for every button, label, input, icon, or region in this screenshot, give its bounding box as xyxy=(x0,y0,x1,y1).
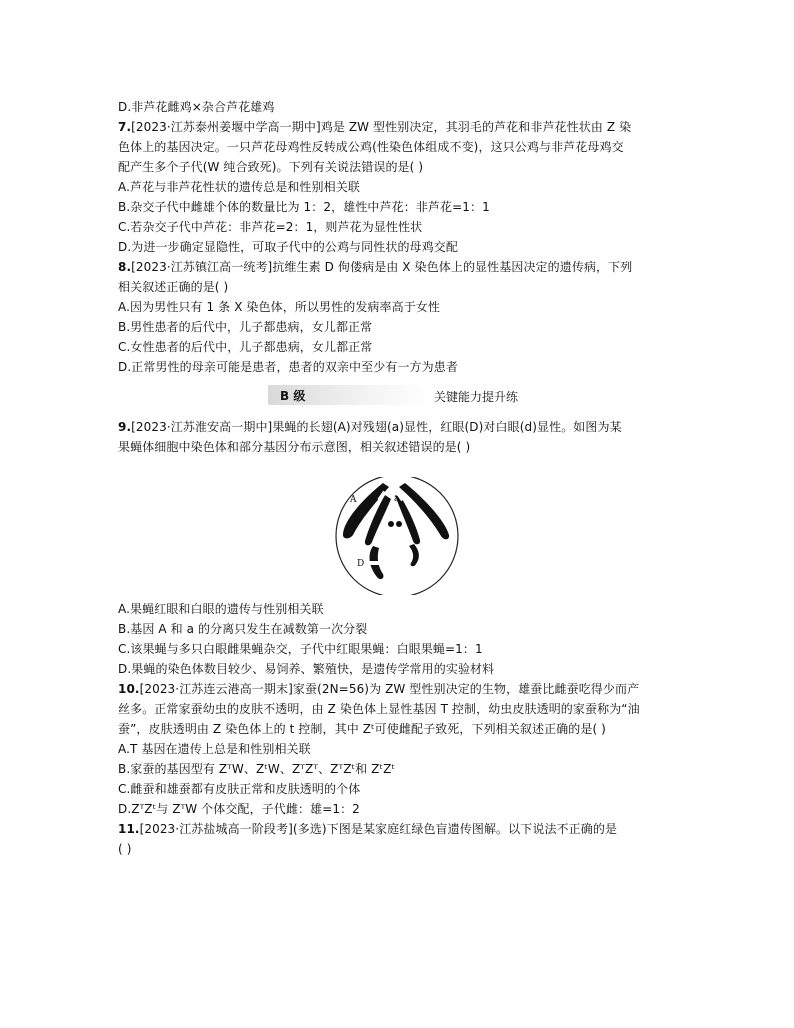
q7-option-c: C.若杂交子代中芦花：非芦花=2：1，则芦花为显性性状 xyxy=(118,220,423,234)
q10-stem-line1 xyxy=(118,681,639,697)
q9-option-a: A.果蝇红眼和白眼的遗传与性别相关联 xyxy=(118,602,324,616)
q7-option-b: B.杂交子代中雌雄个体的数量比为 1：2，雄性中芦花：非芦花=1：1 xyxy=(118,200,490,214)
q7-option-a: A.芦花与非芦花性状的遗传总是和性别相关联 xyxy=(118,180,360,194)
q9-stem-line1 xyxy=(118,419,622,435)
q7-stem-line2: 色体上的基因决定。一只芦花母鸡性反转成公鸡(性染色体组成不变)，这只公鸡与非芦花母鸡交 xyxy=(118,140,624,154)
q10-stem-line3: 蚕”，皮肤透明由 Z 染色体上的 t 控制，其中 Zᵗ可使雌配子致死，下列相关叙述正确的是( ) xyxy=(118,722,606,736)
q9-option-b: B.基因 A 和 a 的分离只发生在减数第一次分裂 xyxy=(118,622,368,636)
section-banner xyxy=(268,385,430,405)
q7-option-d: D.为进一步确定显隐性，可取子代中的公鸡与同性状的母鸡交配 xyxy=(118,240,458,254)
q10-option-a: A.T 基因在遗传上总是和性别相关联 xyxy=(118,742,311,756)
q9-number: 9. xyxy=(118,420,132,434)
q7-number: 7. xyxy=(118,120,132,134)
q8-option-b: B.男性患者的后代中，儿子都患病，女儿都正常 xyxy=(118,320,373,334)
q11-stem-line1 xyxy=(118,821,617,837)
q10-option-d: D.ZᵀZᵗ与 ZᵀW 个体交配，子代雌：雄=1：2 xyxy=(118,802,360,816)
q8-option-d: D.正常男性的母亲可能是患者，患者的双亲中至少有一方为患者 xyxy=(118,360,458,374)
q9-stem-line2: 果蝇体细胞中染色体和部分基因分布示意图，相关叙述错误的是( ) xyxy=(118,440,471,454)
label-d: D xyxy=(357,559,365,569)
section-title: 关键能力提升练 xyxy=(434,390,519,404)
section-level-label: B 级 xyxy=(280,389,306,403)
q7-stem-text1: [2023·江苏泰州姜堰中学高一期中]鸡是 ZW 型性别决定，其羽毛的芦花和非芦花性状由 Z 染 xyxy=(131,120,632,134)
q9-option-d: D.果蝇的染色体数目较少、易饲养、繁殖快，是遗传学常用的实验材料 xyxy=(118,662,495,676)
q11-number: 11. xyxy=(118,822,140,836)
q10-number: 10. xyxy=(118,682,140,696)
chromosome-y xyxy=(409,544,419,566)
q10-stem-text1: [2023·江苏连云港高一期末]家蚕(2N=56)为 ZW 型性别决定的生物，雄蚕比雌蚕吃得少而产 xyxy=(139,682,640,696)
dot-chromosome-1 xyxy=(388,521,394,527)
q8-option-c: C.女性患者的后代中，儿子都患病，女儿都正常 xyxy=(118,340,373,354)
q9-stem-text1: [2023·江苏淮安高一期中]果蝇的长翅(A)对残翅(a)显性，红眼(D)对白眼(d)显性。如图为某 xyxy=(131,420,622,434)
q10-option-c: C.雌蚕和雄蚕都有皮肤正常和皮肤透明的个体 xyxy=(118,782,361,796)
q8-option-a: A.因为男性只有 1 条 X 染色体，所以男性的发病率高于女性 xyxy=(118,300,441,314)
q10-stem-line2: 丝多。正常家蚕幼虫的皮肤不透明，由 Z 染色体上显性基因 T 控制，幼虫皮肤透明的家蚕称为“油 xyxy=(118,702,640,716)
q8-number: 8. xyxy=(118,260,132,274)
q7-stem-line3: 配产生多个子代(W 纯合致死)。下列有关说法错误的是( ) xyxy=(118,160,424,174)
chromosome-diagram xyxy=(333,477,461,595)
q8-stem-line2: 相关叙述正确的是( ) xyxy=(118,280,229,294)
gene-band-d xyxy=(369,561,379,565)
q11-stem-line2: ( ) xyxy=(118,842,132,856)
label-a-lower: a xyxy=(394,494,400,504)
q9-option-c: C.该果蝇与多只白眼雌果蝇杂交，子代中红眼果蝇：白眼果蝇=1：1 xyxy=(118,642,483,656)
q11-stem-text1: [2023·江苏盐城高一阶段考](多选)下图是某家庭红绿色盲遗传图解。以下说法不正确的是 xyxy=(139,822,618,836)
q8-stem-text1: [2023·江苏镇江高一统考]抗维生素 D 佝偻病是由 X 染色体上的显性基因决定的遗传病，下列 xyxy=(131,260,633,274)
dot-chromosome-2 xyxy=(396,521,402,527)
label-a-upper: A xyxy=(350,495,357,505)
q7-stem-line1 xyxy=(118,119,631,135)
q10-option-b: B.家蚕的基因型有 ZᵀW、ZᵗW、ZᵀZᵀ、ZᵀZᵗ和 ZᵗZᵗ xyxy=(118,762,396,776)
q6-option-d: D.非芦花雌鸡×杂合芦花雄鸡 xyxy=(118,100,275,114)
q8-stem-line1 xyxy=(118,259,632,275)
